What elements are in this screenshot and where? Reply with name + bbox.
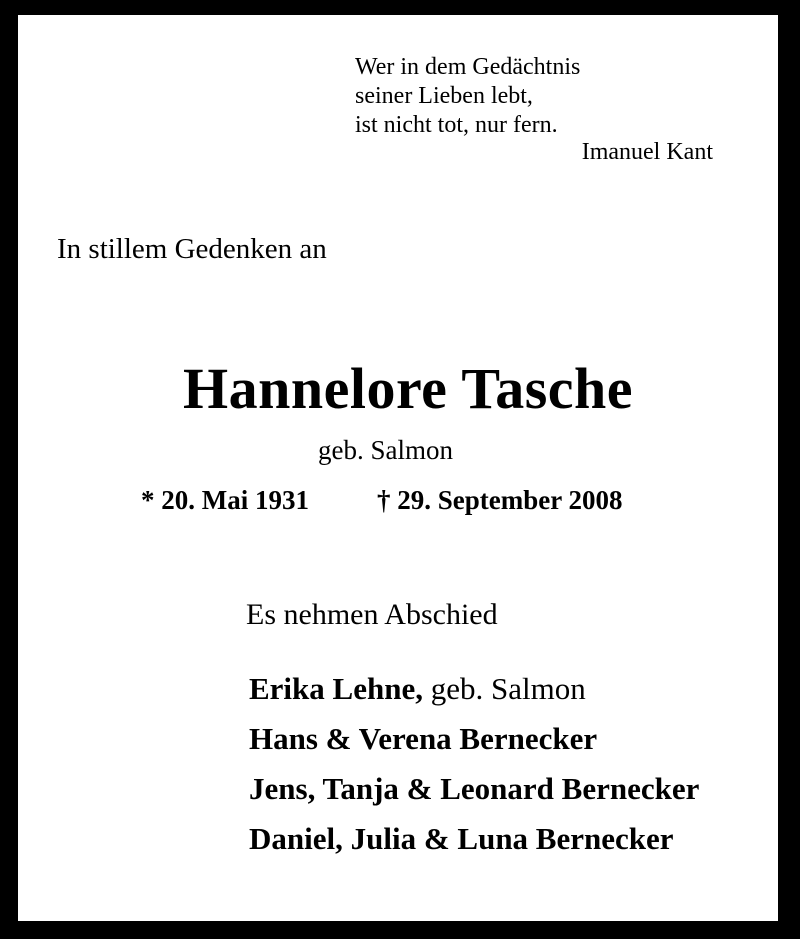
death-date: † 29. September 2008 <box>377 485 623 515</box>
mourner-name: Daniel, Julia & Luna Bernecker <box>249 821 674 856</box>
mourner-line <box>249 821 674 857</box>
quote-author: Imanuel Kant <box>581 139 713 165</box>
mourner-line <box>249 771 699 807</box>
quote-block <box>355 53 580 140</box>
mourner-name: Erika Lehne, <box>249 671 423 706</box>
quote-line: seiner Lieben lebt, <box>355 83 533 109</box>
mourner-name: Hans & Verena Bernecker <box>249 721 598 756</box>
mourner-suffix: geb. Salmon <box>422 671 586 706</box>
farewell-text: Es nehmen Abschied <box>246 598 498 631</box>
birth-date: * 20. Mai 1931 <box>141 485 309 515</box>
mourner-name: Jens, Tanja & Leonard Bernecker <box>249 771 700 806</box>
deceased-name: Hannelore Tasche <box>182 356 634 421</box>
mourner-line <box>249 671 586 707</box>
mourner-line <box>249 721 597 757</box>
intro-text: In stillem Gedenken an <box>57 233 327 265</box>
maiden-name: geb. Salmon <box>318 435 453 465</box>
quote-line: ist nicht tot, nur fern. <box>355 112 558 138</box>
quote-line: Wer in dem Gedächtnis <box>355 54 581 80</box>
obituary-notice <box>18 15 778 921</box>
